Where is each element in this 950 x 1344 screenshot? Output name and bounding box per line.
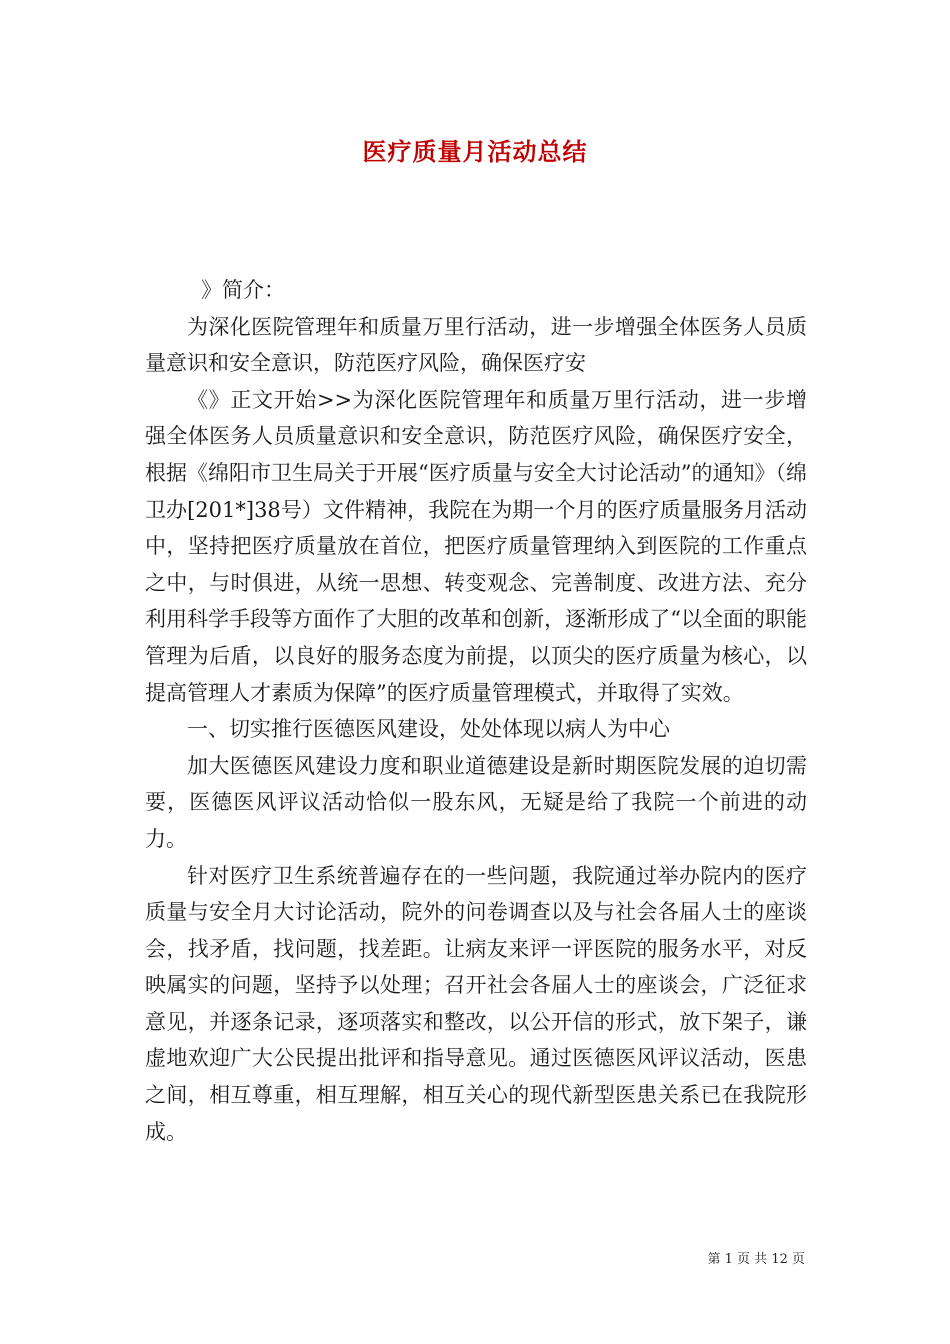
section-heading: 一、切实推行医德医风建设，处处体现以病人为中心 — [187, 717, 670, 742]
paragraph: 加大医德医风建设力度和职业道德建设是新时期医院发展的迫切需要，医德医风评议活动恰似一股东风，无疑是给了我院一个前进的动力。 — [145, 753, 807, 851]
document-title: 医疗质量月活动总结 — [362, 137, 588, 166]
main-paragraph: 《》正文开始>>为深化医院管理年和质量万里行活动，进一步增强全体医务人员质量意识和安全意识，防范医疗风险，确保医疗安全，根据《绵阳市卫生局关于开展“医疗质量与安全大讨论活动”的通知》（绵卫办[201*]38号）文件精神，我院在为期一个月的医疗质量服务月活动中，坚持把医疗质量放在首位，把医疗质量管理纳入到医院的工作重点之中，与时俱进，从统一思想、转变观念、完善制度、改进方法、充分利用科学手段等方面作了大胆的改革和创新，逐渐形成了“以全面的职能管理为后盾，以良好的服务态度为前提，以顶尖的医疗质量为核心，以提高管理人才素质为保障”的医疗质量管理模式，并取得了实效。 — [145, 387, 807, 705]
intro-label: 》简介： — [201, 278, 285, 302]
page-number-footer: 第 1 页 共 12 页 — [707, 1252, 805, 1267]
intro-paragraph: 为深化医院管理年和质量万里行活动，进一步增强全体医务人员质量意识和安全意识，防范医疗风险，确保医疗安 — [145, 314, 807, 376]
document-body — [145, 272, 807, 1150]
paragraph: 针对医疗卫生系统普遍存在的一些问题，我院通过举办院内的医疗质量与安全月大讨论活动，院外的问卷调查以及与社会各届人士的座谈会，找矛盾，找问题，找差距。让病友来评一评医院的服务水平，对反映属实的问题，坚持予以处理；召开社会各届人士的座谈会，广泛征求意见，并逐条记录，逐项落实和整改，以公开信的形式，放下架子，谦虚地欢迎广大公民提出批评和指导意见。通过医德医风评议活动，医患之间，相互尊重，相互理解，相互关心的现代新型医患关系已在我院形成。 — [145, 863, 807, 1144]
